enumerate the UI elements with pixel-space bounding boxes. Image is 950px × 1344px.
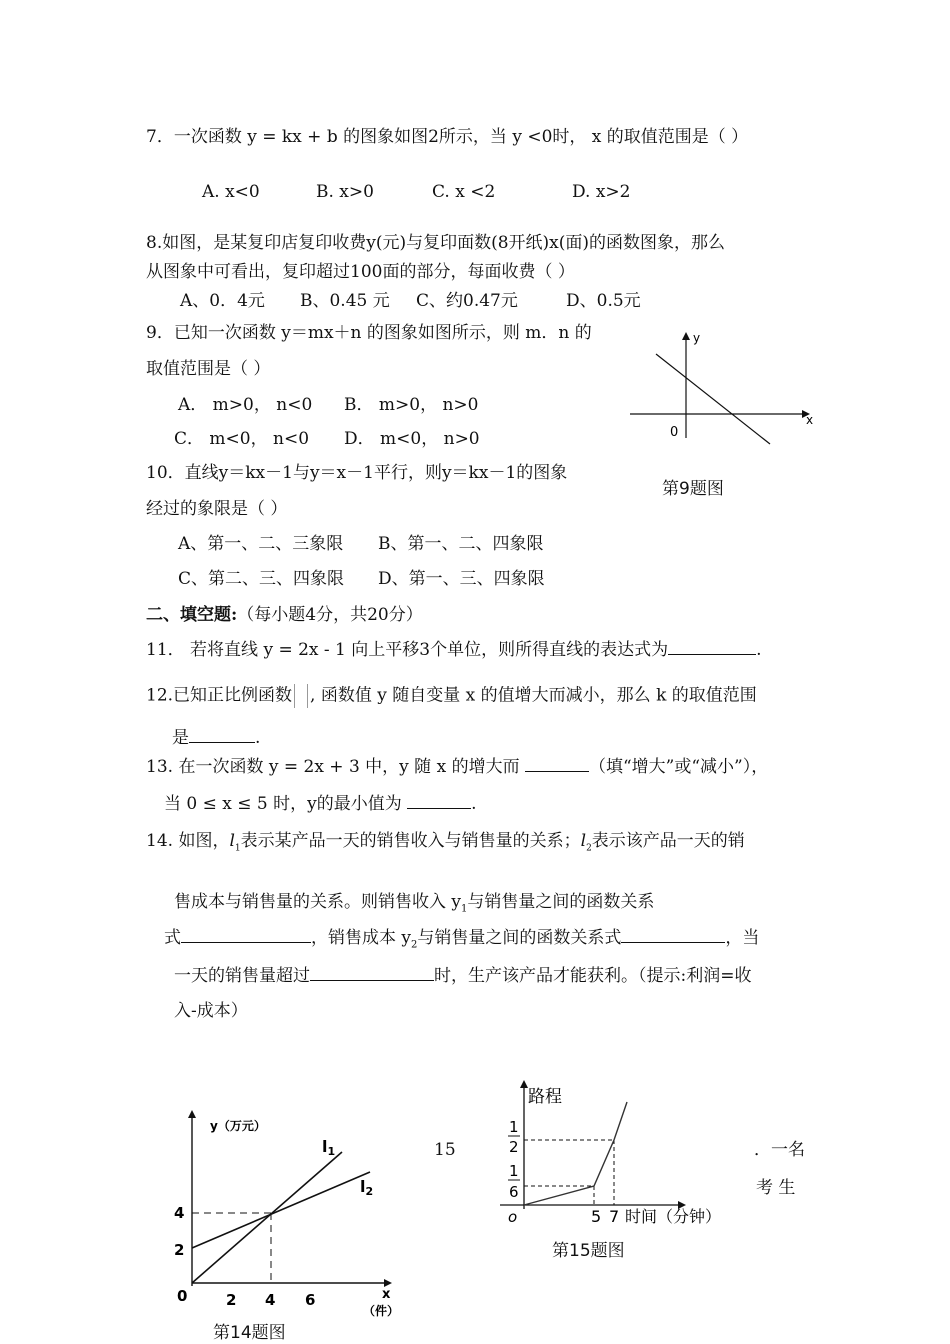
q8-option-d: D、0.5元 (566, 291, 641, 311)
q12-formula-placeholder (294, 684, 308, 708)
q9-option-b: B． m>0， n>0 (344, 395, 479, 415)
q14-y-tick-4: 4 (174, 1204, 185, 1222)
q14-line3 (164, 926, 759, 956)
q14-answer-blank-2[interactable] (621, 926, 725, 943)
q15-x-label: 时间（分钟） (625, 1207, 722, 1226)
q11-stem: 11． 若将直线 y = 2x - 1 向上平移3个单位，则所得直线的表达式为 (146, 640, 669, 660)
q14-y-tick-2: 2 (174, 1241, 185, 1259)
q14-l1-subscript: 1 (327, 1145, 336, 1158)
q15-tail-1: ．一名 (754, 1140, 805, 1160)
q14-line3d: ，当 (725, 928, 760, 948)
q13-stem-line1b: （填“增大”或“减小”）， (588, 757, 769, 777)
q14-line4b: 时，生产该产品才能获利。（提示:利润=收 (434, 966, 752, 986)
q15-figure-caption: 第15题图 (552, 1241, 625, 1261)
q14-line1 (146, 830, 745, 859)
q13-stem-line2: 当 0 ≤ x ≤ 5 时，y的最小值为 (164, 794, 402, 814)
q14-l2: l (580, 831, 587, 851)
q13-line1 (146, 755, 768, 778)
q15-x-tick-7: 7 (609, 1207, 620, 1226)
q12-stem-line1: 12.已知正比例函数 (146, 685, 293, 706)
q9-option-c: C． m<0， n<0 (174, 429, 310, 449)
q14-part1: 14. 如图， (146, 831, 230, 851)
q9-x-label: x (806, 413, 814, 427)
q11-end: . (756, 640, 762, 660)
q14-l2-sub: 2 (586, 843, 592, 854)
q9-stem-line2: 取值范围是（ ） (146, 359, 271, 379)
q14-answer-blank-1[interactable] (181, 926, 311, 943)
q15-y-label: 路程 (528, 1087, 562, 1107)
q9-origin-label: 0 (670, 425, 679, 440)
q14-y-label: y（万元） (210, 1119, 266, 1133)
q15-origin-label: o (508, 1208, 518, 1226)
q10-option-a: A、第一、二、三象限 (178, 534, 344, 554)
q14-line3a: 式 (164, 928, 181, 948)
q9-figure-caption: 第9题图 (662, 479, 724, 499)
q9-figure (620, 326, 820, 456)
q14-origin-label: 0 (177, 1287, 188, 1305)
q15-figure (494, 1076, 744, 1236)
q9-stem-line1: 9．已知一次函数 y＝mx＋n 的图象如图所示，则 m．n 的 (146, 323, 592, 343)
q14-line3c: 与销售量之间的函数关系式 (417, 928, 622, 948)
q8-stem-line1: 8.如图，是某复印店复印收费y(元)与复印面数(8开纸)x(面)的函数图象，那么 (146, 233, 726, 253)
q14-part2: 表示某产品一天的销售收入与销售量的关系； (240, 831, 581, 851)
q10-option-d: D、第一、三、四象限 (378, 569, 545, 589)
q10-stem-line2: 经过的象限是（ ） (146, 499, 288, 519)
q14-x-unit: （件） (363, 1304, 400, 1318)
q14-line3-sub: 2 (411, 939, 418, 951)
q14-l2-text: l (360, 1177, 366, 1196)
q12-end: . (255, 728, 261, 748)
q14-answer-blank-3[interactable] (310, 964, 434, 981)
q12-line1 (146, 684, 757, 708)
q14-line-l1 (192, 1152, 342, 1283)
q14-x-label: x (382, 1287, 391, 1302)
q11 (146, 638, 762, 661)
q7-stem: 7．一次函数 y = kx + b 的图象如图2所示，当 y <0时， x 的取值范围是（ ） (146, 127, 749, 147)
q14-figure-caption: 第14题图 (213, 1323, 286, 1343)
q14-line4a: 一天的销售量超过 (174, 966, 310, 986)
q9-y-label: y (693, 331, 701, 345)
q14-line-l2 (192, 1172, 370, 1248)
q14-figure (160, 1100, 420, 1325)
q15-y-tick-low-den: 6 (509, 1183, 519, 1201)
q14-l1-sub: 1 (234, 843, 241, 854)
q15-x-tick-5: 5 (591, 1207, 602, 1226)
q15-y-tick-top-den: 2 (509, 1138, 519, 1156)
q7-option-b: B. x>0 (316, 182, 374, 202)
q15-y-tick-low-num: 1 (509, 1162, 519, 1180)
q14-l1-text: l (322, 1137, 328, 1156)
q14-x-tick-2: 2 (226, 1291, 237, 1309)
q13-answer-blank-1[interactable] (525, 755, 589, 772)
q8-option-c: C、约0.47元 (416, 291, 518, 311)
q14-part3: 表示该产品一天的销 (591, 831, 745, 851)
q14-x-tick-4: 4 (265, 1291, 276, 1309)
q11-answer-blank[interactable] (668, 638, 756, 655)
q14-l2-subscript: 2 (365, 1185, 374, 1198)
section2-title (146, 604, 423, 626)
q14-y-arrow (188, 1110, 196, 1118)
q14-line4 (174, 964, 751, 987)
section2-heading: 二、填空题: (146, 605, 238, 625)
q8-option-b: B、0.45 元 (300, 291, 390, 311)
q14-line2-text: 售成本与销售量的关系。则销售收入 y (174, 892, 462, 912)
q12-stem-line2: 是 (172, 728, 189, 748)
q15-tail-2: 考 生 (756, 1178, 796, 1198)
q12-stem-line1b: , 函数值 y 随自变量 x 的值增大而减小，那么 k 的取值范围 (310, 685, 757, 706)
q13-answer-blank-2[interactable] (407, 792, 471, 809)
q10-option-c: C、第二、三、四象限 (178, 569, 345, 589)
section2-note: （每小题4分，共20分） (237, 605, 423, 625)
q14-l2-label (360, 1177, 373, 1198)
q14-x-tick-6: 6 (305, 1291, 316, 1309)
q15-y-arrow (520, 1080, 528, 1088)
q7-option-d: D. x>2 (572, 182, 631, 202)
q14-line3b: ，销售成本 y (311, 928, 412, 948)
q13-end: . (471, 794, 477, 814)
q8-stem-line2: 从图象中可看出，复印超过100面的部分，每面收费（ ） (146, 262, 575, 282)
q13-stem-line1: 13. 在一次函数 y = 2x + 3 中，y 随 x 的增大而 (146, 757, 520, 777)
q10-option-b: B、第一、二、四象限 (378, 534, 544, 554)
q14-l1: l (229, 831, 235, 851)
q13-line2 (164, 792, 477, 815)
q7-option-a: A. x<0 (202, 182, 260, 202)
q15-y-tick-top-num: 1 (509, 1118, 519, 1136)
q9-option-a: A． m>0， n<0 (178, 395, 313, 415)
q8-option-a: A、0．4元 (180, 291, 265, 311)
q12-answer-blank[interactable] (189, 726, 255, 743)
q14-l1-label (322, 1137, 335, 1158)
q14-x-arrow (384, 1279, 392, 1287)
q14-line2 (174, 891, 654, 920)
q15-number: 15 (434, 1140, 456, 1160)
q14-line2b: 与销售量之间的函数关系 (467, 892, 655, 912)
q12-line2 (172, 726, 260, 749)
q9-option-d: D． m<0， n>0 (344, 429, 480, 449)
q9-y-arrow (682, 332, 690, 340)
q10-stem-line1: 10．直线y＝kx－1与y＝x－1平行，则y＝kx－1的图象 (146, 463, 568, 483)
q15-graph-line (524, 1102, 627, 1205)
q7-option-c: C. x <2 (432, 182, 496, 202)
q14-line5: 入-成本） (174, 1001, 248, 1021)
q14-line2-sub: 1 (461, 903, 468, 915)
